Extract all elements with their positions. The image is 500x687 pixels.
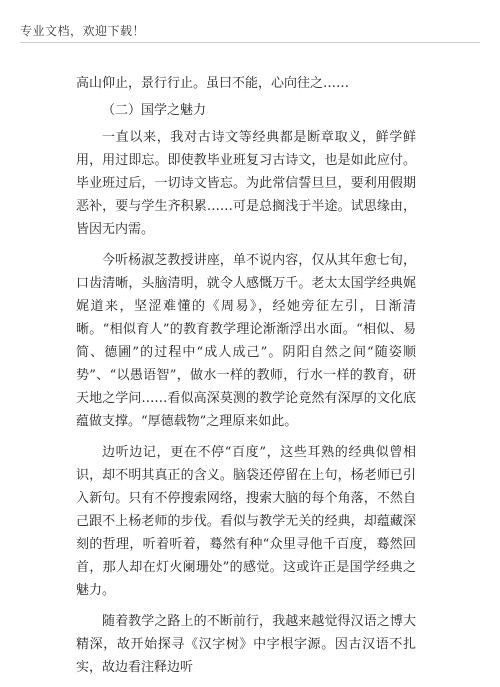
section-title: （二）国学之魅力: [102, 103, 207, 118]
paragraph: 随着教学之路上的不断前行，我越来越觉得汉语之博大精深，故开始探寻《汉字树》中字根字源。因古汉语不扎实，故边看注释边听: [76, 614, 416, 675]
lead-line: 高山仰止，景行行止。虽曰不能，心向往之……: [76, 76, 350, 91]
page-header: 专业文档，欢迎下载！: [20, 24, 146, 38]
document-body: [76, 72, 416, 687]
paragraph: 一直以来，我对古诗文等经典都是断章取义，鲜学鲜用，用过即忘。即使教毕业班复习古诗文，也是如此应付。毕业班过后，一切诗文皆忘。为此常信誓旦旦，要利用假期恶补，要与学生齐积累……可是总搁浅于半途。试思缘由，皆因无内需。: [76, 130, 416, 237]
paragraph: 今听杨淑芝教授讲座，单不说内容，仅从其年愈七旬，口齿清晰，头脑清明，就令人感慨万千。老太太国学经典娓娓道来，坚涩难懂的《周易》，经她旁征左引，日渐清晰。“相似育人”的教育教学理论渐渐浮出水面。“相似、易简、德圃”的过程中“成人成己”。阴阳自然之间“随姿顺势”、“以愚语智”，做水一样的教师，行水一样的教育，研天地之学问……看似高深莫测的教学论竟然有深厚的文化底蕴做支撑。“厚德载物”之理原来如此。: [76, 253, 416, 429]
header-divider: [20, 42, 480, 43]
paragraph: 边听边记，更在不停“百度”，这些耳熟的经典似曾相识，却不明其真正的含义。脑袋还停留在上句，杨老师已引入新句。只有不停搜索网络，搜索大脑的每个角落，不然自己跟不上杨老师的步伐。看似与教学无关的经典，却蕴藏深刻的哲理，听着听着，蓦然有种“众里寻他千百度，蓦然回首，那人却在灯火阑珊处”的感觉。这或许正是国学经典之魅力。: [76, 445, 416, 598]
